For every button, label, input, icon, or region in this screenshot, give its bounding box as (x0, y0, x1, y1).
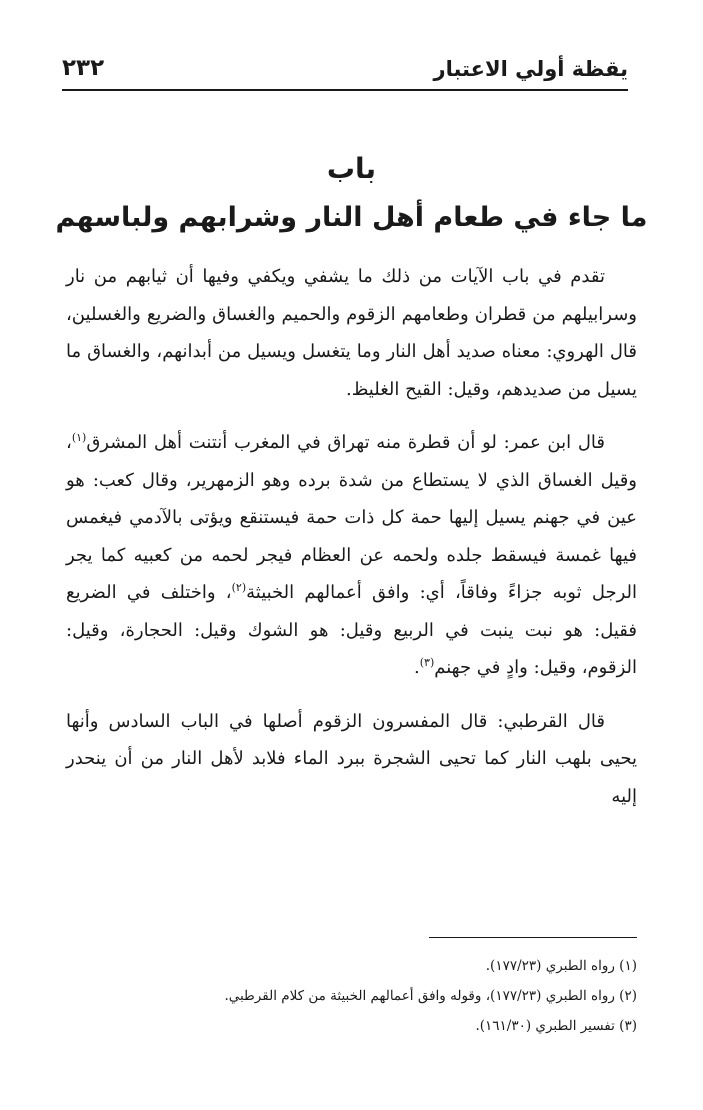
chapter-title: ما جاء في طعام أهل النار وشرابهم ولباسهم (55, 202, 648, 233)
footnote: (٣) تفسير الطبري (١٦١/٣٠). (475, 1018, 637, 1034)
paragraph-segment: . (414, 657, 420, 678)
paragraph: قال القرطبي: قال المفسرون الزقوم أصلها في الباب السادس وأنها يحيى بلهب النار كما تحيى الشجرة ببرد الماء فلابد لأهل النار من أن ينحدر إليه (66, 710, 637, 807)
body-text (66, 258, 637, 831)
paragraph: تقدم في باب الآيات من ذلك ما يشفي ويكفي وفيها أن ثيابهم من نار وسرابيلهم من قطران وطعامهم الزقوم والحميم والغساق والضريع والغسلين، قال الهروي: معناه صديد أهل النار وما يتغسل ويسيل من أبدانهم، والغساق ما يسيل من صديدهم، وقيل: القيح الغليظ. (66, 266, 637, 400)
page-number: ٢٣٢ (62, 55, 105, 81)
footnote-marker[interactable]: (٢) (231, 581, 247, 594)
paragraph-segment: ، وقيل الغساق الذي لا يستطاع من شدة برده وهو الزمهرير، وقال كعب: هو عين في جهنم يسيل إليها حمة كل ذات حمة فيستنقع ويؤتى بالآدمي فيغمس فيها غمسة فيسقط جلده ولحمه عن العظام فيجر لحمه من كعبيه كما يجر الرجل ثوبه جزاءً وفاقاً، أي: وافق أعمالهم الخبيثة (66, 432, 638, 603)
paragraph-segment: قال ابن عمر: لو أن قطرة منه تهراق في المغرب أنتنت أهل المشرق (86, 432, 605, 453)
footnote: (٢) رواه الطبري (١٧٧/٢٣)، وقوله وافق أعمالهم الخبيثة من كلام القرطبي. (224, 988, 637, 1004)
paragraph (66, 424, 637, 687)
footnotes (66, 951, 637, 1041)
running-book-title: يقظة أولي الاعتبار (433, 57, 628, 81)
footnote-marker[interactable]: (١) (71, 431, 87, 444)
page-header (62, 55, 628, 91)
footnote: (١) رواه الطبري (١٧٧/٢٣). (485, 958, 637, 974)
footnote-divider (429, 937, 637, 938)
footnote-marker[interactable]: (٣) (419, 656, 435, 669)
chapter-label: باب (326, 152, 377, 185)
paragraph-segment: ، واختلف في الضريع فقيل: هو نبت ينبت في الربيع وقيل: هو الشوك وقيل: الحجارة، وقيل: الزقوم، وقيل: وادٍ في جهنم (66, 582, 637, 678)
